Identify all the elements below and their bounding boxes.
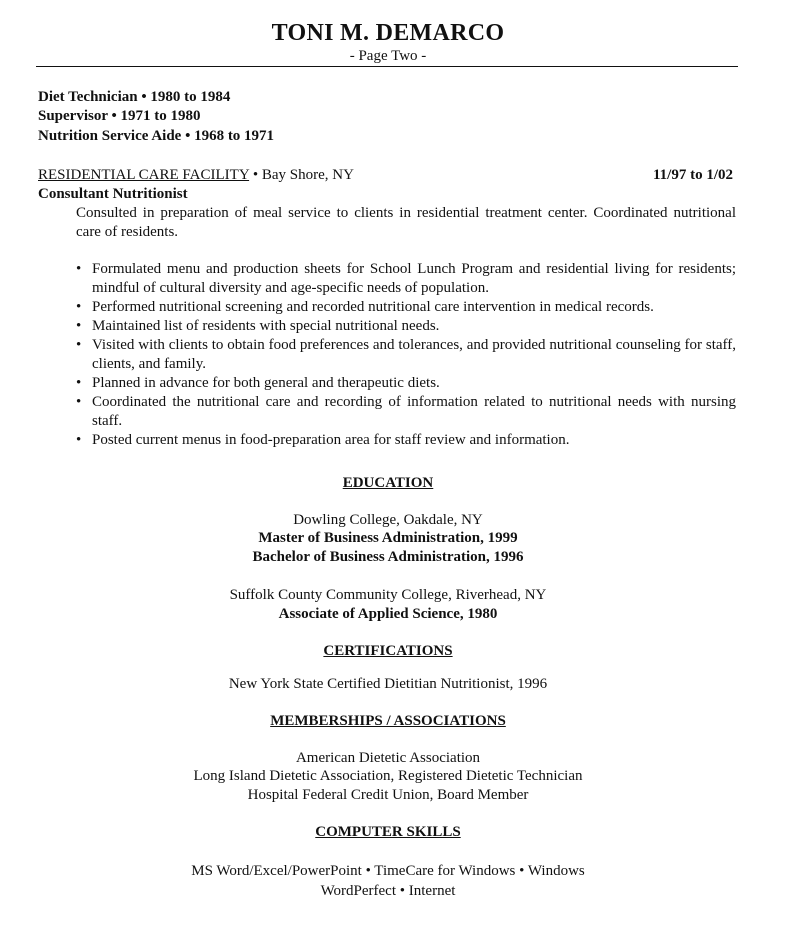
membership-item: Hospital Federal Credit Union, Board Member: [247, 787, 529, 803]
membership-item: Long Island Dietetic Association, Registered Dietetic Technician: [193, 768, 583, 784]
header-divider: [36, 66, 738, 67]
list-item: • Coordinated the nutritional care and recording of information related to nutritional needs with nursing staff.: [76, 394, 736, 429]
computer-skills-heading: COMPUTER SKILLS: [315, 824, 461, 840]
employer-name: RESIDENTIAL CARE FACILITY: [38, 167, 250, 183]
page-label: - Page Two -: [349, 48, 427, 64]
education-school: Dowling College, Oakdale, NY: [293, 512, 483, 528]
list-item: • Planned in advance for both general and therapeutic diets.: [76, 375, 440, 391]
job-summary: Consulted in preparation of meal service to clients in residential treatment center. Coordinated nutritional care of residents.: [76, 205, 736, 240]
list-item: • Posted current menus in food-preparation area for staff review and information.: [76, 432, 570, 448]
membership-item: American Dietetic Association: [295, 750, 481, 766]
prior-role: Nutrition Service Aide • 1968 to 1971: [38, 128, 275, 144]
memberships-heading: MEMBERSHIPS / ASSOCIATIONS: [270, 713, 506, 729]
education-degree: Associate of Applied Science, 1980: [278, 606, 498, 622]
certification-item: New York State Certified Dietitian Nutritionist, 1996: [228, 676, 548, 692]
job-dates: 11/97 to 1/02: [652, 167, 733, 183]
bullet-icon: •: [76, 394, 82, 410]
job-title: Consultant Nutritionist: [38, 186, 188, 202]
employer-location: • Bay Shore, NY: [249, 167, 354, 183]
education-heading: EDUCATION: [342, 475, 434, 491]
candidate-name: TONI M. DEMARCO: [271, 20, 505, 46]
list-item: • Performed nutritional screening and recorded nutritional care intervention in medical records.: [76, 299, 654, 315]
prior-role: Supervisor • 1971 to 1980: [38, 108, 201, 124]
list-item: • Maintained list of residents with special nutritional needs.: [76, 318, 440, 334]
job-heading: [38, 166, 354, 185]
bullet-icon: •: [76, 432, 82, 448]
list-item: • Formulated menu and production sheets for School Lunch Program and residential living for residents; mindful of cultural diversity and age-specific needs of population.: [76, 261, 736, 296]
education-degree: Master of Business Administration, 1999: [258, 530, 518, 546]
job-bullet-list: [76, 260, 736, 450]
education-school: Suffolk County Community College, Riverhead, NY: [229, 587, 547, 603]
education-degree: Bachelor of Business Administration, 1996: [252, 549, 524, 565]
bullet-icon: •: [76, 299, 82, 315]
computer-skills-line: MS Word/Excel/PowerPoint • TimeCare for Windows • Windows: [191, 863, 585, 879]
computer-skills-line: WordPerfect • Internet: [320, 883, 456, 899]
bullet-icon: •: [76, 337, 82, 353]
bullet-icon: •: [76, 261, 82, 277]
bullet-icon: •: [76, 318, 82, 334]
list-item: • Visited with clients to obtain food preferences and tolerances, and provided nutritional counseling for staff, clients, and family.: [76, 337, 736, 372]
prior-role: Diet Technician • 1980 to 1984: [38, 89, 231, 105]
certifications-heading: CERTIFICATIONS: [323, 643, 453, 659]
bullet-icon: •: [76, 375, 82, 391]
